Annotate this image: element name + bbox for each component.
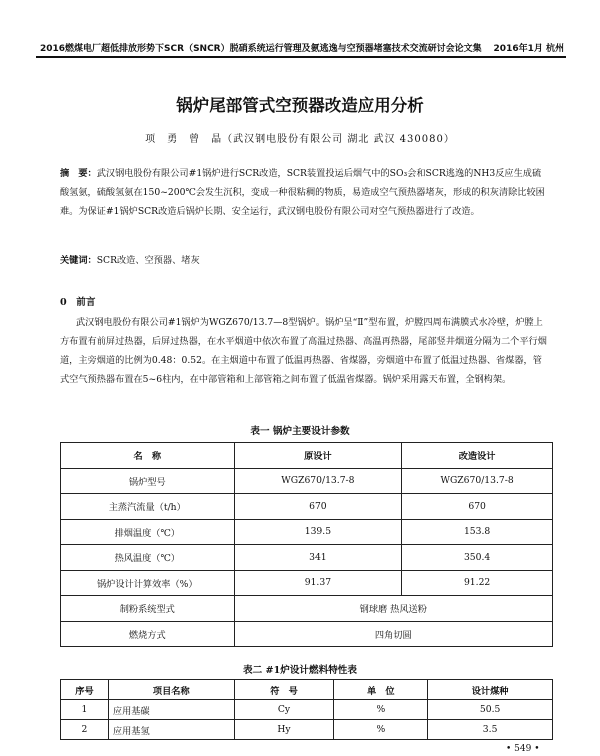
keywords xyxy=(60,252,200,266)
table2-header-cell: 符 号 xyxy=(234,680,334,700)
table-cell: 139.5 xyxy=(234,519,402,545)
table2-header-row xyxy=(61,680,553,700)
table2-header-cell: 项目名称 xyxy=(108,680,234,700)
keywords-text: SCR改造、空预器、堵灰 xyxy=(96,255,200,266)
table-cell: Hy xyxy=(234,720,334,740)
table2-header-cell: 设计煤种 xyxy=(428,680,553,700)
table-cell: 50.5 xyxy=(428,700,553,720)
table-row xyxy=(61,545,553,571)
section-body: 武汉钢电股份有限公司#1锅炉为WGZ670/13.7—8型锅炉。锅炉呈“Ⅱ”型布置，炉膛四周布满膜式水冷壁，炉膛上方布置有前屏过热器，后屏过热器，在水平烟道中依次布置了高温过热器、高温再热器，尾部竖井烟道分隔为二个平行烟道，主旁烟道的比例为0.48：0.52。在主烟道中布置了低温再热器、省煤器，旁烟道中布置了低温过热器、省煤器，管式空气预热器布置在5~6柱内，在中部管箱和上部管箱之间布置了低温省煤器。锅炉采用露天布置，全钢构架。 xyxy=(60,317,547,385)
table-cell: 153.8 xyxy=(402,519,553,545)
table-row xyxy=(61,519,553,545)
table-row xyxy=(61,596,553,622)
header-date-place: 2016年1月 杭州 xyxy=(493,44,564,54)
table2 xyxy=(60,679,553,740)
table-cell: 锅炉型号 xyxy=(61,468,235,494)
table-row xyxy=(61,621,553,647)
table-row xyxy=(61,720,553,740)
table-row xyxy=(61,570,553,596)
table-cell-merged: 四角切圆 xyxy=(234,621,552,647)
header-conference-title: 2016燃煤电厂超低排放形势下SCR（SNCR）脱硝系统运行管理及氨逃逸与空预器堵塞技术交流研讨会论文集 xyxy=(40,44,482,54)
paper-title: 锅炉尾部管式空预器改造应用分析 xyxy=(176,96,424,115)
table-row xyxy=(61,468,553,494)
running-header xyxy=(40,41,564,54)
table1-header-row xyxy=(61,443,553,469)
keywords-label: 关键词： xyxy=(60,255,97,266)
table1-header-cell: 改造设计 xyxy=(402,443,553,469)
table-cell: % xyxy=(334,700,428,720)
table1 xyxy=(60,442,553,647)
table1-caption: 表一 锅炉主要设计参数 xyxy=(250,426,350,437)
table-cell: 670 xyxy=(402,494,553,520)
abstract-label: 摘 要： xyxy=(60,168,97,179)
table-cell: 排烟温度（℃） xyxy=(61,519,235,545)
table-cell: 3.5 xyxy=(428,720,553,740)
table-cell: 2 xyxy=(61,720,109,740)
table-cell: 670 xyxy=(234,494,402,520)
table2-header-cell: 单 位 xyxy=(334,680,428,700)
table-cell: 燃烧方式 xyxy=(61,621,235,647)
table-cell: 制粉系统型式 xyxy=(61,596,235,622)
table2-caption: 表二 #1炉设计燃料特性表 xyxy=(243,665,357,676)
table-cell: WGZ670/13.7-8 xyxy=(402,468,553,494)
table2-header-cell: 序号 xyxy=(61,680,109,700)
section-heading: 0 前言 xyxy=(60,297,96,308)
table-cell: WGZ670/13.7-8 xyxy=(234,468,402,494)
table-cell: 主蒸汽流量（t/h） xyxy=(61,494,235,520)
table-row xyxy=(61,700,553,720)
abstract-text: 武汉钢电股份有限公司#1锅炉进行SCR改造，SCR装置投运后烟气中的SO₃会和SCR逃逸的NH3反应生成硫酸氢氨，硫酸氢氨在150~200℃会发生沉积，变成一种很粘稠的物质，易造成空气预热器堵灰，形成的积灰清除比较困难。为保证#1锅炉SCR改造后锅炉长期、安全运行，武汉钢电股份有限公司对空气预热器进行了改造。 xyxy=(60,168,545,217)
table-cell: 91.37 xyxy=(234,570,402,596)
header-rule xyxy=(36,56,566,58)
table-cell: 应用基氢 xyxy=(108,720,234,740)
authors-affiliation: 项 勇 曾 晶（武汉钢电股份有限公司 湖北 武汉 430080） xyxy=(145,134,455,145)
table1-header-cell: 原设计 xyxy=(234,443,402,469)
table-cell: 锅炉设计计算效率（%） xyxy=(61,570,235,596)
table-row xyxy=(61,494,553,520)
table-cell: 应用基碳 xyxy=(108,700,234,720)
abstract xyxy=(60,164,548,221)
table1-header-cell: 名 称 xyxy=(61,443,235,469)
page-number: • 549 • xyxy=(506,744,540,754)
table-cell: 91.22 xyxy=(402,570,553,596)
table-cell: 热风温度（℃） xyxy=(61,545,235,571)
table-cell: 341 xyxy=(234,545,402,571)
table-cell: 350.4 xyxy=(402,545,553,571)
table-cell: % xyxy=(334,720,428,740)
table-cell-merged: 钢球磨 热风送粉 xyxy=(234,596,552,622)
table-cell: 1 xyxy=(61,700,109,720)
table-cell: Cy xyxy=(234,700,334,720)
